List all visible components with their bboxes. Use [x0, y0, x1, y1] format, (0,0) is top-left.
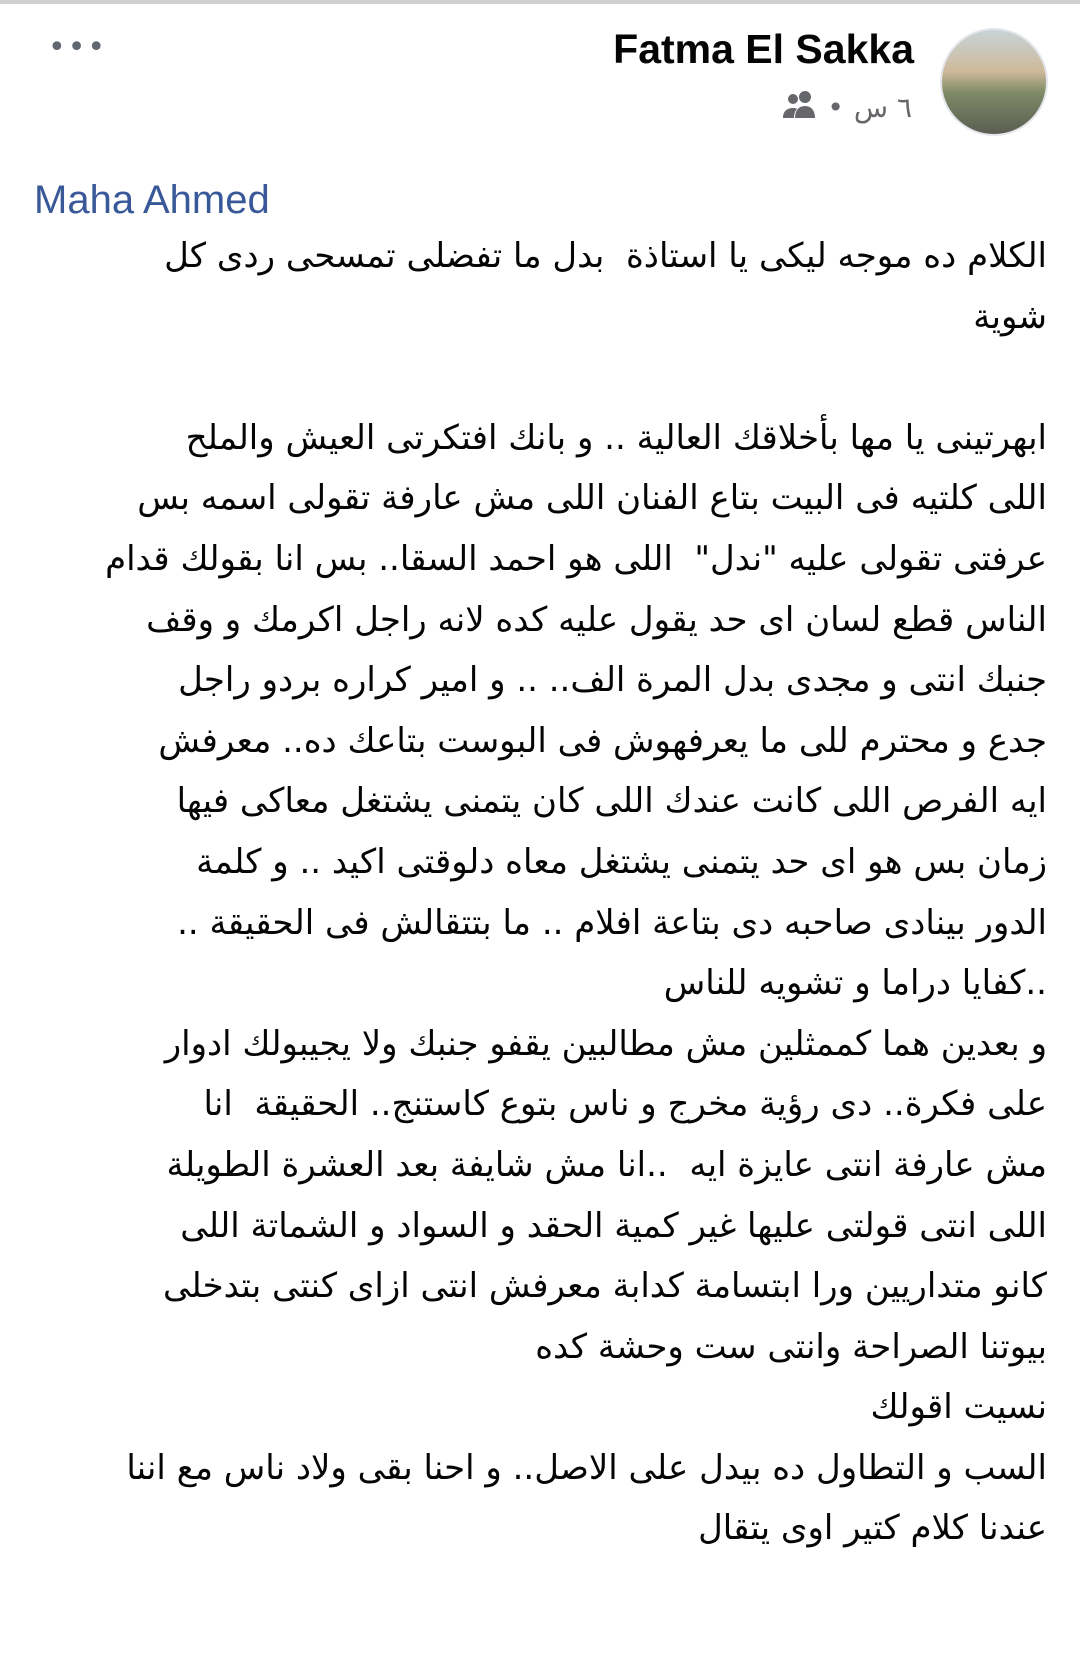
post-text-line: اللى كلتيه فى البيت بتاع الفنان اللى مش عارفة تقولى اسمه بس [137, 478, 1047, 519]
post-text-line: شوية [973, 296, 1047, 337]
post-text-line: ايه الفرص اللى كانت عندك اللى كان يتمنى يشتغل معاكى فيها [176, 781, 1047, 822]
post-text-line: الكلام ده موجه ليكى يا استاذة بدل ما تفضلى تمسحى ردى كل [164, 236, 1047, 276]
post-text-line [30, 347, 1047, 408]
post-body [30, 226, 1047, 1559]
meta-separator: • [827, 91, 844, 124]
author-avatar[interactable] [940, 28, 1048, 136]
post-time[interactable]: ٦ س [853, 91, 912, 124]
post-text-line: عرفتى تقولى عليه "ندل" اللى هو احمد السقا.. بس انا بقولك قدام [105, 538, 1047, 579]
post-text-line: الناس قطع لسان اى حد يقول عليه كده لانه راجل اكرمك و وقف [146, 599, 1047, 640]
post-text-line: بيوتنا الصراحة وانتى ست وحشة كده [535, 1326, 1047, 1367]
friends-icon[interactable] [783, 90, 817, 125]
post-text-line: على فكرة.. دى رؤية مخرج و ناس بتوع كاستنج.. الحقيقة انا [203, 1084, 1047, 1125]
post-text-line: و بعدين هما كممثلين مش مطالبين يقفو جنبك ولا يجيبولك ادوار [164, 1023, 1047, 1064]
post-text-line: عندنا كلام كتير اوى يتقال [698, 1508, 1047, 1549]
author-name[interactable]: Fatma El Sakka [613, 26, 914, 72]
post-text-line: ..كفايا دراما و تشويه للناس [663, 963, 1047, 1004]
post-text-line: ابهرتينى يا مها بأخلاقك العالية .. و بانك افتكرتى العيش والملح [185, 417, 1047, 458]
post-text-line: السب و التطاول ده بيدل على الاصل.. و احنا بقى ولاد ناس مع اننا [126, 1447, 1047, 1488]
post-text-line: زمان بس هو اى حد يتمنى يشتغل معاه دلوقتى اكيد .. و كلمة [196, 841, 1047, 882]
post-text-line: جنبك انتى و مجدى بدل المرة الف.. .. و امير كراره بردو راجل [178, 660, 1047, 701]
post-meta [783, 90, 912, 125]
post-text-line: جدع و محترم للى ما يعرفهوش فى البوست بتاعك ده.. معرفش [158, 720, 1047, 761]
top-divider [0, 0, 1080, 4]
more-options-icon[interactable]: ••• [48, 30, 108, 65]
mentioned-user-link[interactable]: Maha Ahmed [34, 178, 270, 222]
post-text-line: نسيت اقولك [870, 1387, 1047, 1428]
post-text-line: الدور بينادى صاحبه دى بتاعة افلام .. ما بتتقالش فى الحقيقة .. [177, 902, 1047, 943]
post-text-line: اللى انتى قولتى عليها غير كمية الحقد و السواد و الشماتة اللى [180, 1205, 1047, 1246]
post-text-line: كانو متداريين ورا ابتسامة كدابة معرفش انتى ازاى كنتى بتدخلى [162, 1266, 1047, 1307]
post-text-line: مش عارفة انتى عايزة ايه ..انا مش شايفة بعد العشرة الطويلة [166, 1144, 1047, 1185]
